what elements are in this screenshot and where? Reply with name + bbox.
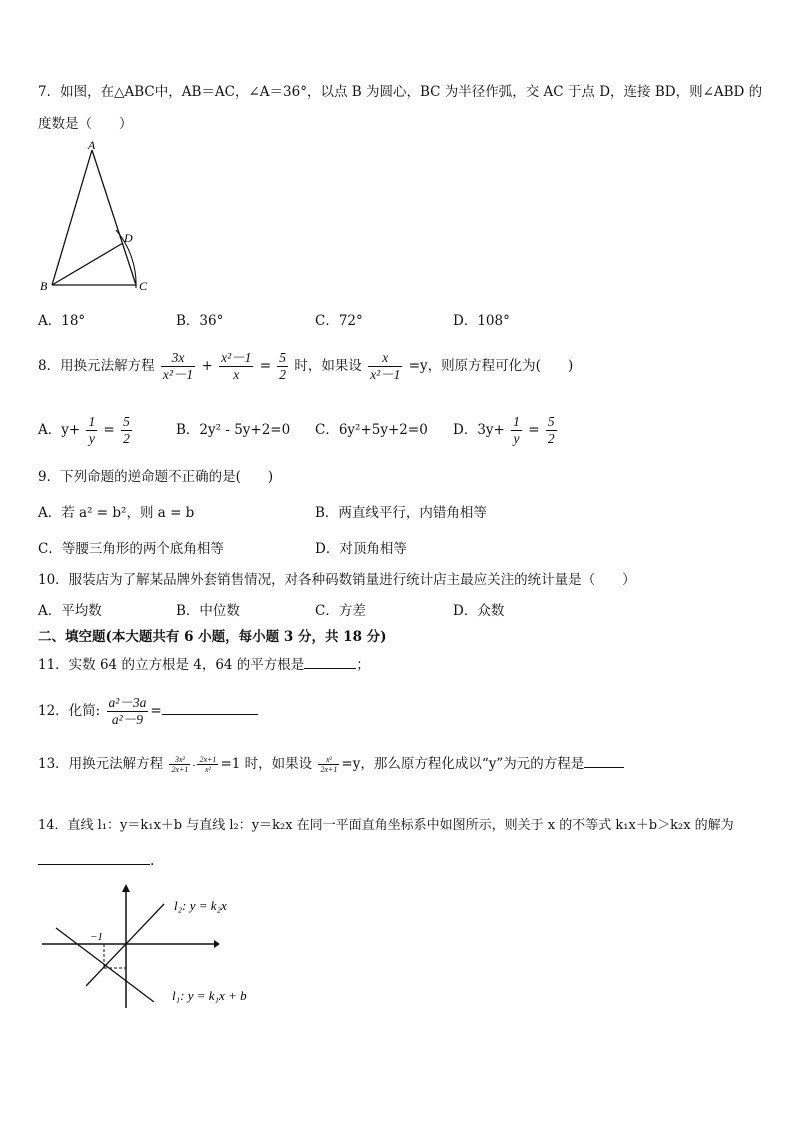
q10-option-b: B．中位数 xyxy=(176,603,240,619)
q12-stem: 12．化简: $\frac{\text{a²－3a}}{\text{a²－9}}$ = xyxy=(38,691,258,731)
q8-suffix: =y，则原方程可化为( ) xyxy=(408,358,574,374)
q9-option-a: A．若 a² = b²，则 a = b xyxy=(38,505,195,521)
q7-side-ac xyxy=(92,150,136,285)
q14-x-axis-arrow xyxy=(214,940,220,948)
q7-stem-line2: 度数是（ ） xyxy=(38,116,133,132)
q13-fraction-3: $\frac{\text{x²}}{2x+1}$ xyxy=(320,755,338,774)
q14-label-l2: l₂: y = k₂x xyxy=(174,898,227,913)
q7-option-b: B．36° xyxy=(176,313,224,329)
q14-stem-line2: . xyxy=(38,850,154,871)
q9-option-b: B．两直线平行，内错角相等 xyxy=(315,505,487,521)
q7-label-b: B xyxy=(40,279,48,293)
q8-option-c: C．6y²+5y+2=0 xyxy=(315,422,428,438)
q9-stem: 9．下列命题的逆命题不正确的是( ) xyxy=(38,469,274,485)
q10-option-d: D．众数 xyxy=(453,603,505,619)
q8-option-d: D．3y+ $\frac{1}{y}$ = $\frac{5}{2}$ xyxy=(453,414,555,446)
q7-label-d: D xyxy=(124,231,133,245)
q7-option-c: C．72° xyxy=(315,313,363,329)
q13-fraction-2: $\frac{2x+1}{\text{x²}}$ xyxy=(199,755,217,774)
q9-option-d: D．对顶角相等 xyxy=(315,541,407,557)
q8-prefix: 8．用换元法解方程 xyxy=(38,358,155,374)
q8-fraction-2: $\frac{\text{x²－1}}{x}$ xyxy=(221,350,252,382)
q13-fraction-1: $\frac{\text{3x²}}{2x+1}$ xyxy=(171,755,189,774)
q11-answer-blank xyxy=(304,654,356,669)
q10-option-c: C．方差 xyxy=(315,603,366,619)
q14-line-l2 xyxy=(86,904,164,986)
q14-y-axis-arrow xyxy=(122,884,130,892)
q8-plus: + xyxy=(201,358,213,374)
q14-answer-blank xyxy=(38,850,150,865)
q7-stem-line1: 7．如图，在△ABC中，AB＝AC，∠A＝36°，以点 B 为圆心，BC 为半径作弧，交 AC 于点 D，连接 BD，则∠ABD 的 xyxy=(38,84,763,100)
q8-option-b: B．2y² - 5y+2=0 xyxy=(176,422,291,438)
q8-fraction-1: $\frac{3x}{\text{x²－1}}$ xyxy=(162,350,194,382)
q13-answer-blank xyxy=(584,753,624,768)
q8-fraction-4: $\frac{x}{\text{x²－1}}$ xyxy=(370,350,401,382)
q7-option-a: A．18° xyxy=(38,313,86,329)
q7-label-a: A xyxy=(88,138,96,152)
q11-stem: 11．实数 64 的立方根是 4，64 的平方根是 ； xyxy=(38,654,370,675)
q13-stem: 13．用换元法解方程 $\frac{\text{3x²}}{2x+1}$ - $\frac{2x+1}{\text{x²}}$ =1 时，如果设 $\frac{\text{x²}}{2x+1}$ =y，那么原方程化成以“y”为元的方程是 xyxy=(38,746,624,784)
q12-fraction: $\frac{\text{a²－3a}}{\text{a²－9}}$ xyxy=(108,695,147,727)
q10-stem: 10．服装店为了解某品牌外套销售情况，对各种码数销量进行统计店主最应关注的统计量是（ ） xyxy=(38,572,636,588)
q8-fraction-3: $\frac{5}{2}$ xyxy=(279,350,287,382)
q14-graph-figure xyxy=(38,882,258,1012)
q14-stem-line1: 14．直线 l₁：y＝k₁x＋b 与直线 l₂：y＝k₂x 在同一平面直角坐标系中如图所示，则关于 x 的不等式 k₁x＋b＞k₂x 的解为 xyxy=(38,818,734,833)
q14-label-minus-one: −1 xyxy=(90,931,103,943)
q7-triangle-figure xyxy=(36,138,156,298)
q7-label-c: C xyxy=(139,279,148,293)
q14-label-l1: l₁: y = k₁x + b xyxy=(172,988,247,1003)
q8-stem xyxy=(38,346,573,386)
q12-answer-blank xyxy=(162,700,258,715)
q10-option-a: A．平均数 xyxy=(38,603,102,619)
section-2-title: 二、填空题(本大题共有 6 小题，每小题 3 分，共 18 分) xyxy=(38,629,387,645)
q14-line-l1 xyxy=(56,928,154,1002)
q8-equals: = xyxy=(259,358,271,374)
q8-option-a: A．y+ $\frac{1}{y}$ = $\frac{5}{2}$ xyxy=(38,414,130,446)
q9-option-c: C．等腰三角形的两个底角相等 xyxy=(38,541,224,557)
q7-option-d: D．108° xyxy=(453,313,510,329)
q8-mid-text: 时，如果设 xyxy=(294,358,362,374)
